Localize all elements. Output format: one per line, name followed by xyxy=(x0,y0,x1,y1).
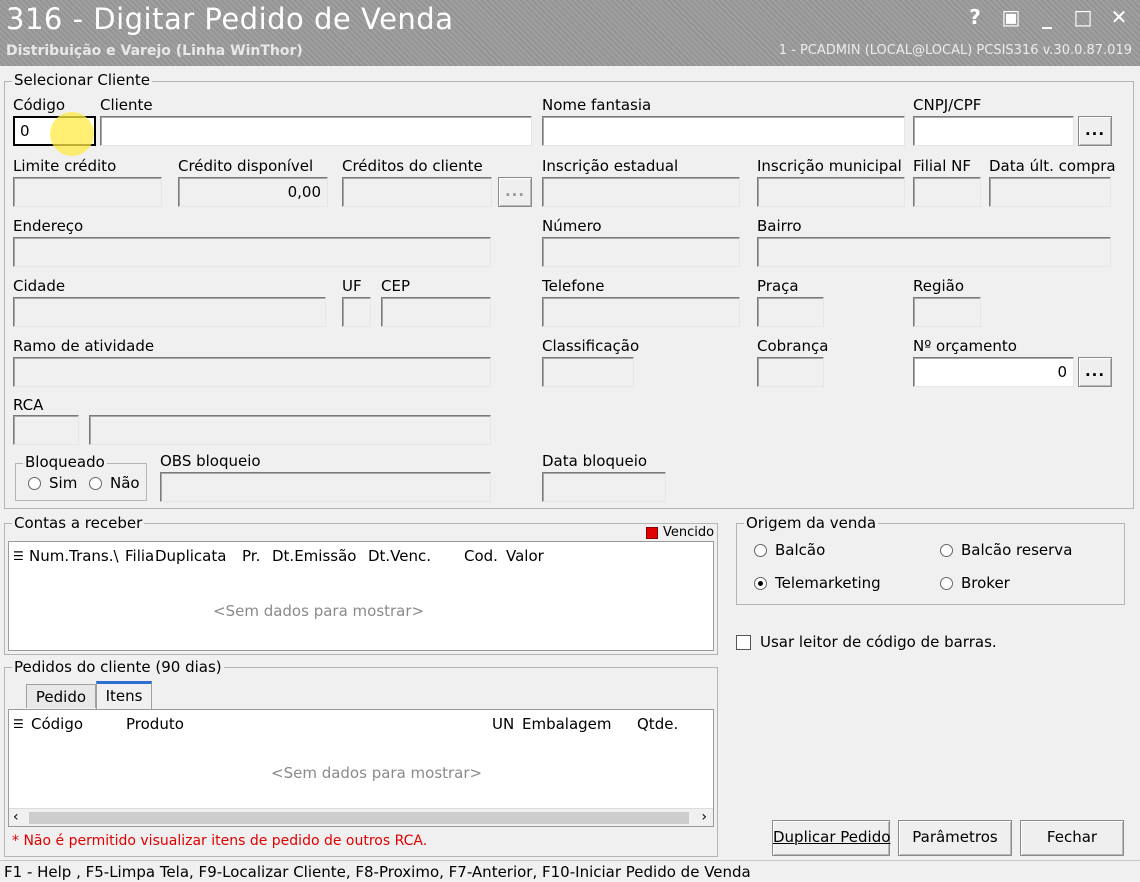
contas-grid[interactable] xyxy=(8,541,714,651)
data-bloqueio-label: Data bloqueio xyxy=(542,452,648,470)
inscricao-municipal-label: Inscrição municipal xyxy=(757,157,902,175)
rca-code-field xyxy=(13,415,79,445)
endereco-field xyxy=(13,237,491,267)
col-filial[interactable]: Filia xyxy=(125,547,155,565)
regiao-label: Região xyxy=(913,277,965,295)
data-ult-compra-label: Data últ. compra xyxy=(989,157,1116,175)
creditos-cliente-field xyxy=(342,177,492,207)
pedidos-empty-text: <Sem dados para mostrar> xyxy=(271,764,483,782)
scroll-left-icon[interactable]: ‹ xyxy=(13,809,19,825)
cidade-label: Cidade xyxy=(13,277,66,295)
uf-field xyxy=(342,297,371,327)
data-ult-compra-field xyxy=(989,177,1111,207)
col-cod[interactable]: Cod. xyxy=(464,547,498,565)
ramo-atividade-label: Ramo de atividade xyxy=(13,337,155,355)
rca-name-field xyxy=(89,415,491,445)
col-produto[interactable]: Produto xyxy=(126,715,184,733)
col-dt-emissao[interactable]: Dt.Emissão xyxy=(272,547,357,565)
origem-broker-radio[interactable]: Broker xyxy=(940,574,1010,592)
credito-disponivel-label: Crédito disponível xyxy=(178,157,314,175)
cliente-input[interactable] xyxy=(100,116,532,146)
numero-field xyxy=(542,237,740,267)
cidade-field xyxy=(13,297,326,327)
praca-label: Praça xyxy=(757,277,799,295)
limite-credito-label: Limite crédito xyxy=(13,157,117,175)
maximize-icon[interactable]: □ xyxy=(1073,5,1093,29)
data-bloqueio-field xyxy=(542,472,666,502)
origem-telemarketing-radio[interactable]: Telemarketing xyxy=(754,574,881,592)
window-title: 316 - Digitar Pedido de Venda xyxy=(6,2,454,36)
radio-circle-icon xyxy=(940,577,953,590)
creditos-cliente-label: Créditos do cliente xyxy=(342,157,483,175)
selecionar-cliente-title: Selecionar Cliente xyxy=(14,71,151,89)
filial-nf-label: Filial NF xyxy=(913,157,972,175)
help-icon[interactable]: ? xyxy=(969,5,981,29)
cnpj-label: CNPJ/CPF xyxy=(913,96,982,114)
inscricao-estadual-field xyxy=(542,177,740,207)
orcamento-lookup-button[interactable]: ... xyxy=(1078,357,1112,387)
contas-grid-header xyxy=(9,542,713,572)
col-valor[interactable]: Valor xyxy=(506,547,544,565)
bloqueado-sim-radio[interactable]: Sim xyxy=(28,474,77,492)
inscricao-municipal-field xyxy=(757,177,905,207)
duplicar-pedido-button[interactable]: Duplicar Pedido xyxy=(772,820,890,856)
rca-label: RCA xyxy=(13,396,44,414)
orcamento-input[interactable]: 0 xyxy=(913,357,1074,387)
ramo-atividade-field xyxy=(13,357,491,387)
col-num-trans[interactable]: Num.Trans.\ xyxy=(29,547,119,565)
classificacao-label: Classificação xyxy=(542,337,640,355)
status-bar: F1 - Help , F5-Limpa Tela, F9-Localizar Cliente, F8-Proximo, F7-Anterior, F10-Iniciar Pedido de Venda xyxy=(0,860,1140,882)
pedidos-grid-header xyxy=(9,710,713,740)
cursor-highlight xyxy=(50,112,94,156)
bloqueado-nao-radio[interactable]: Não xyxy=(89,474,140,492)
cnpj-input[interactable] xyxy=(913,116,1074,146)
cep-field xyxy=(381,297,491,327)
pedidos-cliente-title: Pedidos do cliente (90 dias) xyxy=(14,658,222,676)
col-dt-venc[interactable]: Dt.Venc. xyxy=(368,547,432,565)
regiao-field xyxy=(913,297,981,327)
obs-bloqueio-label: OBS bloqueio xyxy=(160,452,261,470)
endereco-label: Endereço xyxy=(13,217,84,235)
contas-receber-title: Contas a receber xyxy=(14,514,143,532)
cliente-label: Cliente xyxy=(100,96,153,114)
filial-nf-field xyxy=(913,177,981,207)
col-un[interactable]: UN xyxy=(492,715,515,733)
window-subtitle: Distribuição e Varejo (Linha WinThor) xyxy=(6,43,303,59)
origem-venda-group xyxy=(736,523,1125,605)
codigo-label: Código xyxy=(13,96,66,114)
origem-balcao-radio[interactable]: Balcão xyxy=(754,541,825,559)
col-pr[interactable]: Pr. xyxy=(242,547,261,565)
minimize-icon[interactable]: _ xyxy=(1042,5,1052,29)
cobranca-label: Cobrança xyxy=(757,337,829,355)
cobranca-field xyxy=(757,357,824,387)
bloqueado-title: Bloqueado xyxy=(25,453,105,471)
bairro-label: Bairro xyxy=(757,217,802,235)
telefone-field xyxy=(542,297,740,327)
vencido-legend: Vencido xyxy=(646,525,714,540)
pedidos-grid[interactable] xyxy=(8,709,714,827)
col-codigo[interactable]: Código xyxy=(31,715,84,733)
numero-label: Número xyxy=(542,217,602,235)
tab-itens[interactable]: Itens xyxy=(96,681,152,709)
scroll-right-icon[interactable]: › xyxy=(701,809,707,825)
radio-circle-icon xyxy=(940,544,953,557)
orcamento-label: Nº orçamento xyxy=(913,337,1017,355)
checkbox-icon xyxy=(736,635,751,650)
creditos-lookup-button[interactable]: ... xyxy=(498,177,532,207)
window-controls xyxy=(964,6,1130,28)
limite-credito-field xyxy=(13,177,162,207)
inscricao-estadual-label: Inscrição estadual xyxy=(542,157,679,175)
contas-empty-text: <Sem dados para mostrar> xyxy=(213,602,425,620)
telefone-label: Telefone xyxy=(542,277,605,295)
title-bar xyxy=(0,0,1140,66)
col-embalagem[interactable]: Embalagem xyxy=(522,715,612,733)
col-qtde[interactable]: Qtde. xyxy=(637,715,679,733)
classificacao-field xyxy=(542,357,634,387)
grid-menu-icon[interactable]: ☰ xyxy=(13,549,24,563)
bairro-field xyxy=(757,237,1111,267)
horizontal-scrollbar[interactable] xyxy=(9,808,713,826)
rca-warning-text: * Não é permitido visualizar itens de pedido de outros RCA. xyxy=(12,833,428,849)
barcode-checkbox[interactable]: Usar leitor de código de barras. xyxy=(736,633,997,651)
fechar-button[interactable]: Fechar xyxy=(1020,820,1124,856)
uf-label: UF xyxy=(342,277,362,295)
scrollbar-thumb[interactable] xyxy=(29,812,689,824)
session-info: 1 - PCADMIN (LOCAL@LOCAL) PCSIS316 v.30.0.87.019 xyxy=(778,43,1132,58)
close-icon[interactable]: ✕ xyxy=(1110,5,1128,29)
restore-icon[interactable]: ▣ xyxy=(1001,5,1021,29)
vencido-color-swatch xyxy=(646,527,658,539)
col-duplicata[interactable]: Duplicata xyxy=(155,547,227,565)
credito-disponivel-field: 0,00 xyxy=(178,177,328,207)
nome-fantasia-input[interactable] xyxy=(542,116,905,146)
radio-circle-icon xyxy=(89,477,102,490)
origem-venda-title: Origem da venda xyxy=(746,514,877,532)
parametros-button[interactable]: Parâmetros xyxy=(898,820,1012,856)
radio-selected-icon xyxy=(754,577,767,590)
origem-balcao-reserva-radio[interactable]: Balcão reserva xyxy=(940,541,1072,559)
obs-bloqueio-field xyxy=(160,472,491,502)
tab-pedido[interactable]: Pedido xyxy=(26,684,96,708)
praca-field xyxy=(757,297,824,327)
cnpj-lookup-button[interactable]: ... xyxy=(1078,116,1112,146)
grid-menu-icon[interactable]: ☰ xyxy=(13,717,24,731)
radio-circle-icon xyxy=(754,544,767,557)
cep-label: CEP xyxy=(381,277,410,295)
codigo-input[interactable]: 0 xyxy=(13,116,96,146)
radio-circle-icon xyxy=(28,477,41,490)
nome-fantasia-label: Nome fantasia xyxy=(542,96,652,114)
